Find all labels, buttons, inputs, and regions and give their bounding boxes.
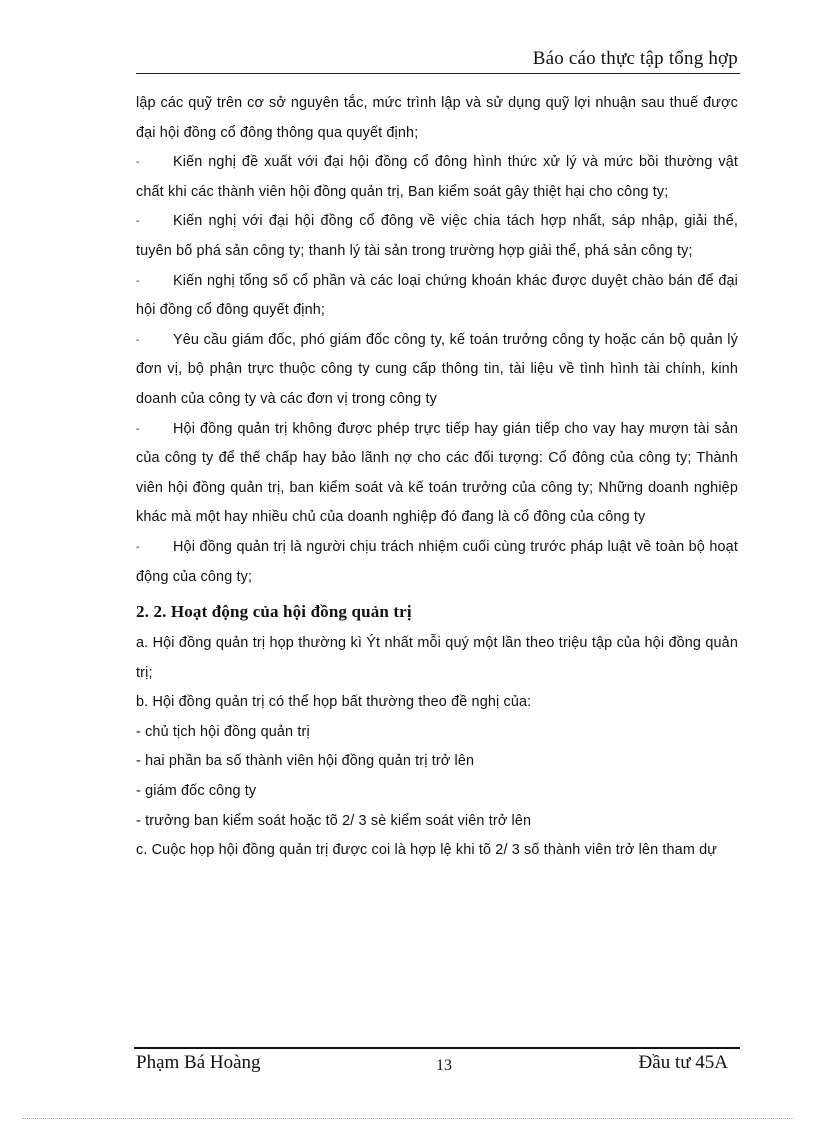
bullet-item xyxy=(136,267,738,326)
page-edge-dots xyxy=(22,1118,794,1119)
bullet-marker: - xyxy=(136,157,140,169)
bullet-marker: - xyxy=(136,216,140,228)
section-item: - trưởng ban kiểm soát hoặc tõ 2/ 3 sè kiểm soát viên trở lên xyxy=(136,812,532,829)
paragraph: lập các quỹ trên cơ sở nguyên tắc, mức trình lập và sử dụng quỹ lợi nhuận sau thuế được đại hội đồng cổ đông thông qua quyết định; xyxy=(136,95,738,141)
footer-class: Đầu tư 45A xyxy=(638,1052,728,1073)
footer-rule xyxy=(134,1047,740,1049)
bullet-item xyxy=(136,533,738,592)
bullet-marker: - xyxy=(136,541,140,553)
body-content xyxy=(136,89,738,866)
bullet-text: Yêu cầu giám đốc, phó giám đốc công ty, kế toán trưởng công ty hoặc cán bộ quản lý đơn vị, bộ phận trực thuộc công ty cung cấp thông tin, tài liệu về tình hình tài chính, kinh doanh của công ty và các đơn vị trong công ty xyxy=(136,331,738,407)
bullet-text: Kiến nghị đề xuất với đại hội đồng cổ đông hình thức xử lý và mức bồi thường vật chất khi các thành viên hội đồng quản trị, Ban kiểm soát gây thiệt hại cho công ty; xyxy=(136,154,738,200)
section-item: b. Hội đồng quản trị có thể họp bất thường theo đề nghị của: xyxy=(136,694,532,711)
bullet-marker: - xyxy=(136,334,140,346)
header-rule xyxy=(136,73,740,74)
section-item: c. Cuộc họp hội đồng quản trị được coi là hợp lệ khi tõ 2/ 3 số thành viên trở lên tham dự xyxy=(136,842,718,859)
section-heading: 2. 2. Hoạt động của hội đồng quản trị xyxy=(136,602,412,622)
bullet-text: Hội đồng quản trị không được phép trực tiếp hay gián tiếp cho vay hay mượn tài sản của công ty để thế chấp hay bảo lãnh nợ cho các đối tượng: Cổ đông của công ty; Thành viên hội đồng quản trị, ban kiểm soát và kế toán trưởng của công ty; Những doanh nghiệp khác mà một hay nhiều chủ của doanh nghiệp đó đang là cổ đông của công ty xyxy=(136,420,738,526)
section-item: a. Hội đồng quản trị họp thường kì Ýt nhất mỗi quý một lần theo triệu tập của hội đồng quản trị; xyxy=(136,635,738,681)
bullet-item xyxy=(136,207,738,266)
section-item: - giám đốc công ty xyxy=(136,783,257,800)
bullet-marker: - xyxy=(136,275,140,287)
bullet-text: Kiến nghị với đại hội đồng cổ đông về việc chia tách hợp nhất, sáp nhập, giải thể, tuyên bố phá sản công ty; thanh lý tài sản trong trường hợp giải thể, phá sản công ty; xyxy=(136,213,738,259)
bullet-text: Hội đồng quản trị là người chịu trách nhiệm cuối cùng trước pháp luật về toàn bộ hoạt động của công ty; xyxy=(136,538,738,585)
bullet-text: Kiến nghị tổng số cổ phần và các loại chứng khoán khác được duyệt chào bán để đại hội đồng cổ đông quyết định; xyxy=(136,272,738,319)
bullet-item xyxy=(136,415,738,533)
bullet-item xyxy=(136,148,738,207)
bullet-marker: - xyxy=(136,423,140,435)
section-item: - chủ tịch hội đồng quản trị xyxy=(136,723,310,740)
section-item: - hai phần ba số thành viên hội đồng quản trị trở lên xyxy=(136,753,475,770)
bullet-item xyxy=(136,326,738,415)
page-number: 13 xyxy=(436,1057,452,1074)
header-title: Báo cáo thực tập tổng hợp xyxy=(532,48,738,69)
footer-author: Phạm Bá Hoàng xyxy=(136,1052,261,1073)
